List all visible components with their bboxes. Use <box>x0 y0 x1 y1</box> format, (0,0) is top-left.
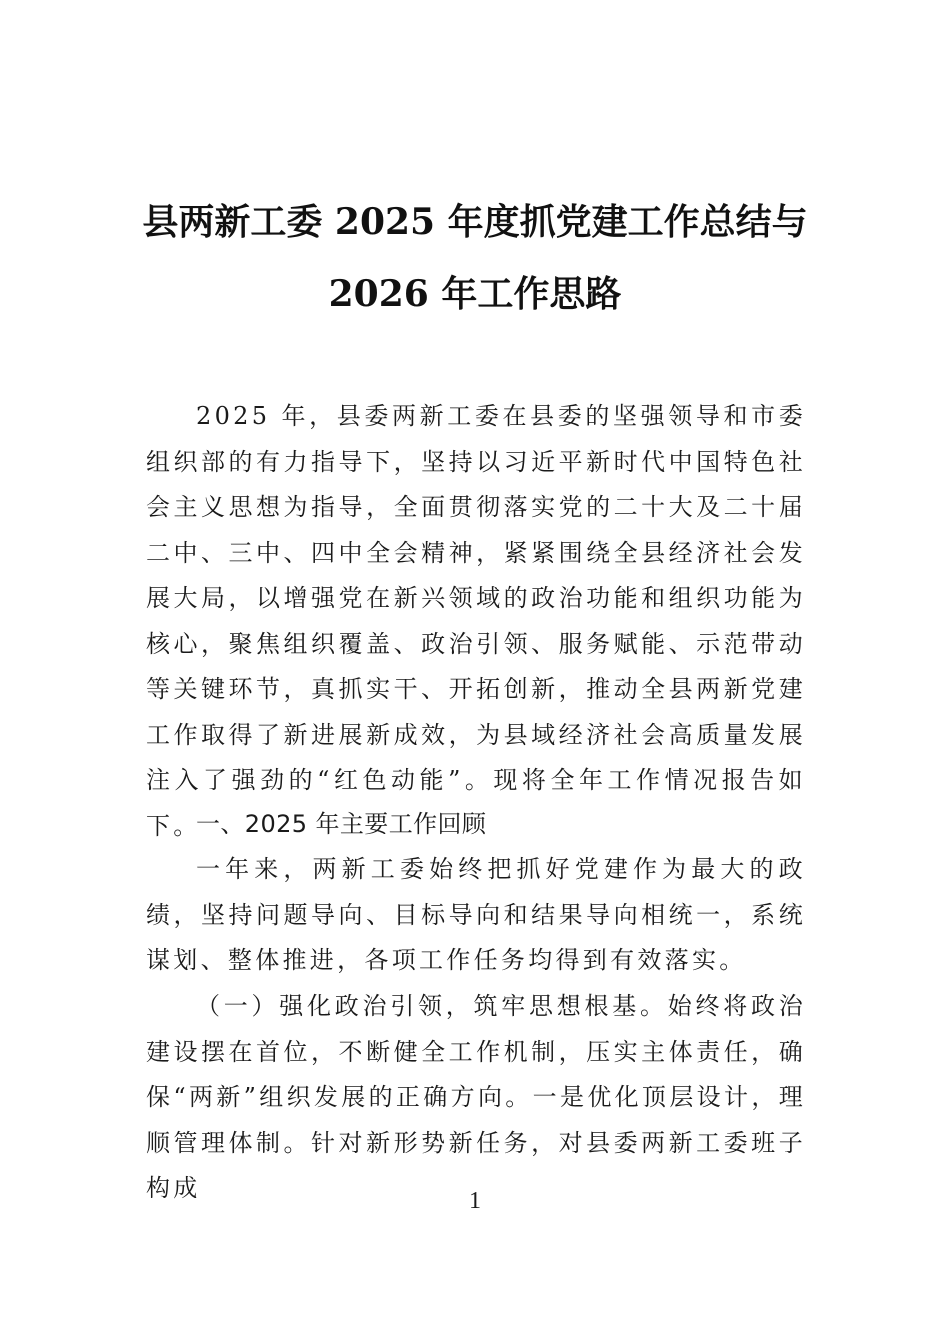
subsection-paragraph <box>146 984 806 1212</box>
review-paragraph: 一年来，两新工委始终把抓好党建作为最大的政绩，坚持问题导向、目标导向和结果导向相统一，系统谋划、整体推进，各项工作任务均得到有效落实。 <box>146 855 806 974</box>
intro-paragraph: 2025 年，县委两新工委在县委的坚强领导和市委组织部的有力指导下，坚持以习近平新时代中国特色社会主义思想为指导，全面贯彻落实党的二十大及二十届二中、三中、四中全会精神，紧紧围绕全县经济社会发展大局，以增强党在新兴领域的政治功能和组织功能为核心，聚焦组织覆盖、政治引领、服务赋能、示范带动等关键环节，真抓实干、开拓创新，推动全县两新党建工作取得了新进展新成效，为县域经济社会高质量发展注入了强劲的“红色动能”。现将全年工作情况报告如下。 <box>146 402 806 840</box>
document-title-line-2: 2026 年工作思路 <box>328 273 622 315</box>
subsection-heading-1: （一）强化政治引领，筑牢思想根基。 <box>196 992 668 1020</box>
section-heading-1: 一、2025 年主要工作回顾 <box>196 810 487 838</box>
document-title-line-1: 县两新工委 2025 年度抓党建工作总结与 <box>142 201 808 243</box>
subsection-body-text: 始终将政治建设摆在首位，不断健全工作机制，压实主体责任，确保“两新”组织发展的正确方向。一是优化顶层设计，理顺管理体制。针对新形势新任务，对县委两新工委班子构成 <box>146 992 806 1202</box>
page-number: 1 <box>469 1188 481 1214</box>
